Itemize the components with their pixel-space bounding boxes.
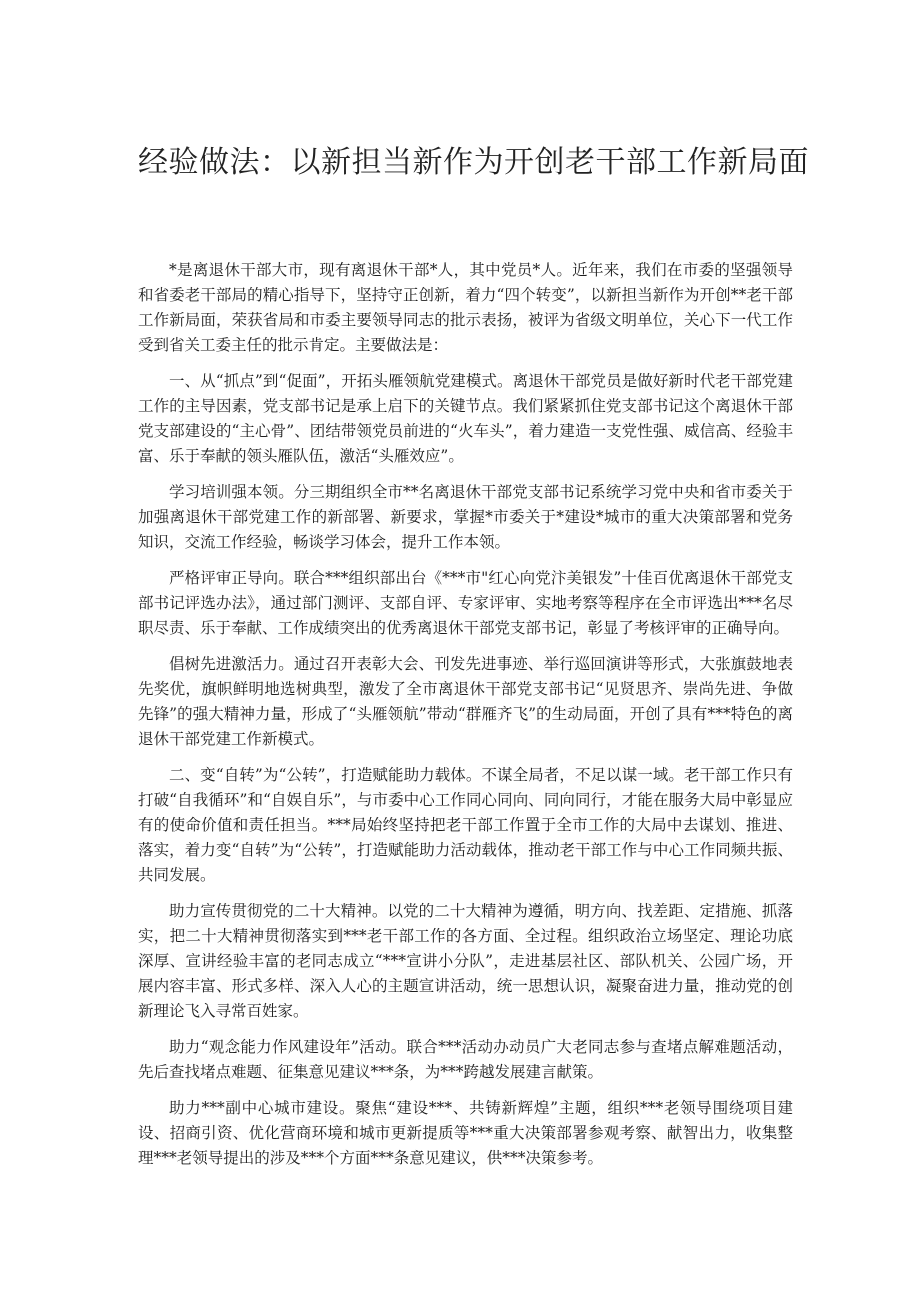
paragraph-study-training: 学习培训强本领。分三期组织全市**名离退休干部党支部书记系统学习党中央和省市委关于加强离退休干部党建工作的新部署、新要求，掌握*市委关于*建设*城市的重大决策部署和党务知识，交流工作经验，畅谈学习体会，提升工作本领。 [138,483,793,551]
paragraph-intro: *是离退休干部大市，现有离退休干部*人，其中党员*人。近年来，我们在市委的坚强领导和省委老干部局的精心指导下，坚持守正创新，着力“四个转变”，以新担当新作为开创**老干部工作新局面，荣获省局和市委主要领导同志的批示表扬，被评为省级文明单位，关心下一代工作受到省关工委主任的批示肯定。主要做法是： [138,261,793,354]
document-body [138,258,793,1182]
paragraph-section-two: 二、变“自转”为“公转”，打造赋能助力载体。不谋全局者，不足以谋一域。老干部工作只有打破“自我循环”和“自娱自乐”，与市委中心工作同心同向、同向同行，才能在服务大局中彰显应有的使命价值和责任担当。***局始终坚持把老干部工作置于全市工作的大局中去谋划、推进、落实，着力变“自转”为“公转”，打造赋能助力活动载体，推动老干部工作与中心工作同频共振、共同发展。 [138,766,793,884]
paragraph-section-one: 一、从“抓点”到“促面”，开拓头雁领航党建模式。离退休干部党员是做好新时代老干部党建工作的主导因素，党支部书记是承上启下的关键节点。我们紧紧抓住党支部书记这个离退休干部党支部建设的“主心骨”、团结带领党员前进的“火车头”，着力建造一支党性强、威信高、经验丰富、乐于奉献的领头雁队伍，激活“头雁效应”。 [138,372,793,465]
paragraph-concept-year: 助力“观念能力作风建设年”活动。联合***活动办动员广大老同志参与查堵点解难题活动，先后查找堵点难题、征集意见建议***条，为***跨越发展建言献策。 [138,1038,793,1081]
paragraph-strict-review: 严格评审正导向。联合***组织部出台《***市"红心向党汴美银发”十佳百优离退休干部党支部书记评选办法》，通过部门测评、支部自评、专家评审、实地考察等程序在全市评选出***名尽职尽责、乐于奉献、工作成绩突出的优秀离退休干部党支部书记，彰显了考核评审的正确导向。 [138,569,793,637]
paragraph-subcenter-city: 助力***副中心城市建设。聚焦“建设***、共铸新辉煌”主题，组织***老领导围绕项目建设、招商引资、优化营商环境和城市更新提质等***重大决策部署参观考察、献智出力，收集整理***老领导提出的涉及***个方面***条意见建议，供***决策参考。 [138,1099,793,1167]
paragraph-twentieth-congress: 助力宣传贯彻党的二十大精神。以党的二十大精神为遵循，明方向、找差距、定措施、抓落实，把二十大精神贯彻落实到***老干部工作的各方面、全过程。组织政治立场坚定、理论功底深厚、宣讲经验丰富的老同志成立“***宣讲小分队”，走进基层社区、部队机关、公园广场，开展内容丰富、形式多样、深入人心的主题宣讲活动，统一思想认识，凝聚奋进力量，推动党的创新理论飞入寻常百姓家。 [138,902,793,1020]
document-title: 经验做法：以新担当新作为开创老干部工作新局面 [138,145,809,180]
paragraph-promote-advanced: 倡树先进激活力。通过召开表彰大会、刊发先进事迹、举行巡回演讲等形式，大张旗鼓地表先奖优，旗帜鲜明地选树典型，激发了全市离退休干部党支部书记“见贤思齐、崇尚先进、争做先锋”的强大精神力量，形成了“头雁领航”带动“群雁齐飞”的生动局面，开创了具有***特色的离退休干部党建工作新模式。 [138,655,793,748]
